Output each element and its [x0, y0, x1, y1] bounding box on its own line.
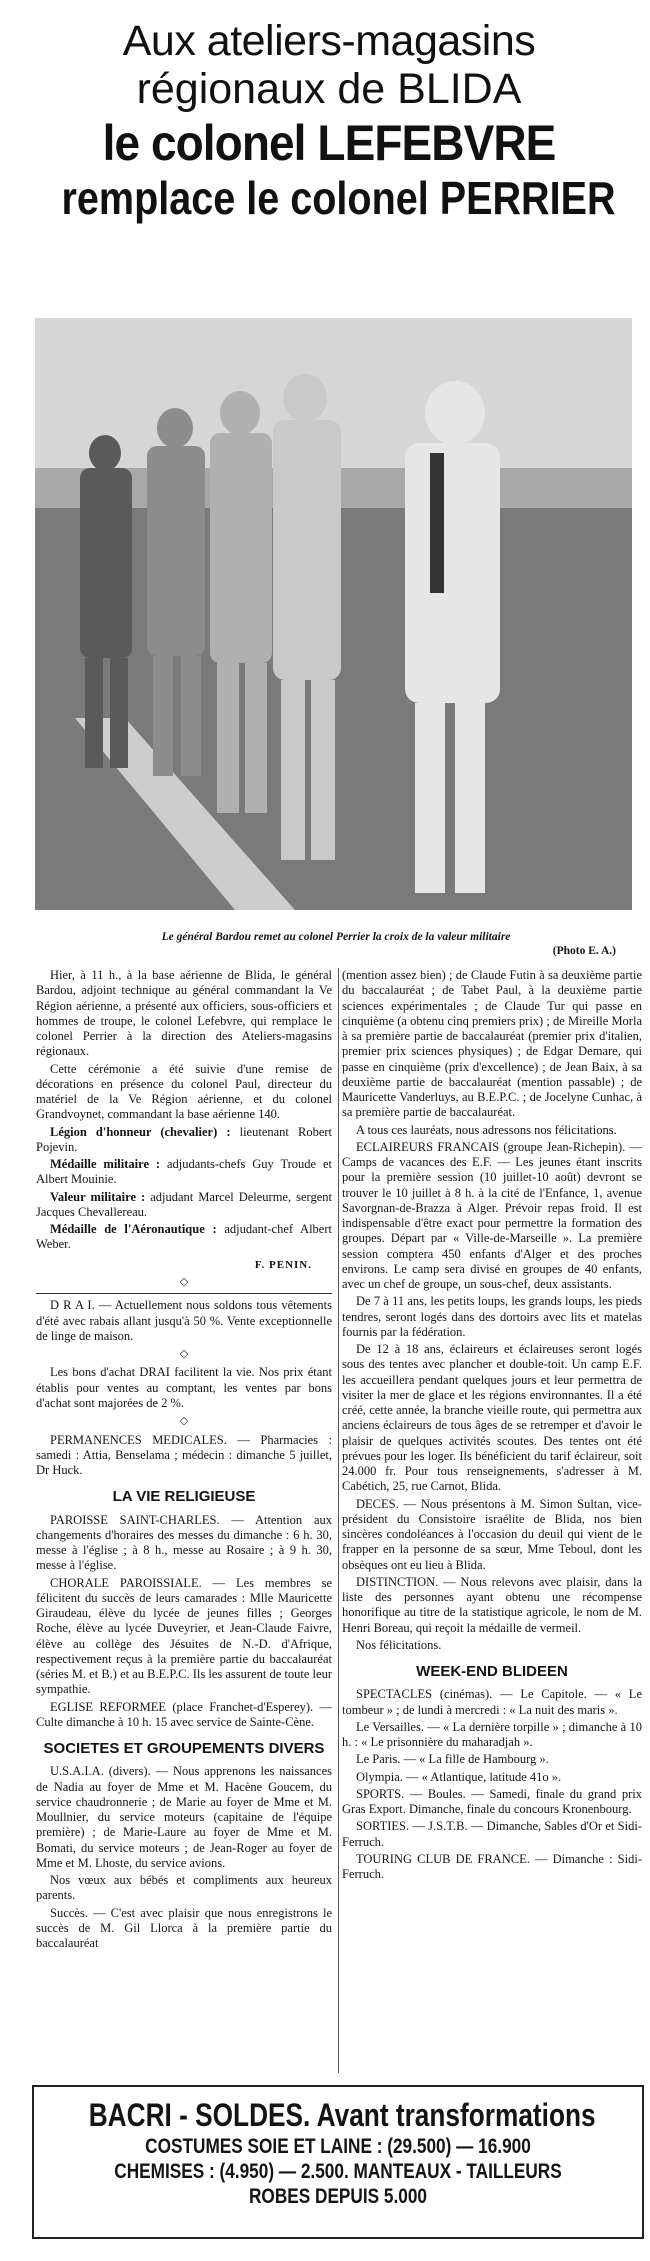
award-text: adjudants-chefs Guy Troude et Albert Mouinie. [36, 1157, 333, 1187]
award-label: Légion d'honneur (chevalier) : [50, 1124, 231, 1139]
eclaireurs-notice: ECLAIREURS FRANCAIS (groupe Jean-Richepin). — Camps de vacances des E.F. — Les jeunes étant inscrits pour la première session (10 juillet-10 août) devront se trouver le 10 juillet à 8 h. à la cité de l'Enfance, 1, avenue Savorgnan-de-Brazza à Alger. Prévoir repas froid. Il est indispensable d'être exact pour permettre la formation des groupes. Départ par « Ville-de-Marseille ». La première session comptera 450 enfants d'Alger et des proches environs. Le camp sera divisé en groupes de 40 enfants, avec un chef de groupe, un sous-chef, deux assistants. [342, 1139, 642, 1291]
award-text: adjudant-chef Albert Weber. [36, 1222, 332, 1252]
ad-line-4: ROBES DEPUIS 5.000 [248, 2185, 428, 2209]
distinction-notice-2: Nos félicitations. [356, 1637, 442, 1652]
headline-line-4: remplace le colonel PERRIER [61, 171, 616, 224]
award-label: Médaille de l'Aéronautique : [50, 1222, 217, 1236]
deces-notice: DECES. — Nous présentons à M. Simon Sultan, vice-président du Consistoire israélite de Blida, nos bien sincères condoléances à l'occasion du deuil qui vient de le frapper en la personne de sa sœur, Mme Teboul, dont les obsèques ont eu lieu à Blida. [342, 1496, 642, 1572]
award-text: adjudant Marcel Deleurme, sergent Jacques Chevallereau. [36, 1189, 332, 1219]
olympia-notice: Olympia. — « Atlantique, latitude 41o ». [356, 1769, 562, 1784]
distinction-notice: DISTINCTION. — Nous relevons avec plaisir, dans la liste des personnes ayant obtenu une récompense honorifique au titre de la statistique agricole, le nom de M. Henri Boreau, qui reçoit la médaille de vermeil. [342, 1574, 642, 1635]
spectacles-notice: SPECTACLES (cinémas). — Le Capitole. — « Le tombeur » ; de lundi à mercredi : « La nuit des maris ». [342, 1687, 642, 1717]
headline-line-2: régionaux de BLIDA [136, 64, 522, 113]
separator-diamond: ◇ [179, 1275, 189, 1288]
article-paragraph: Cette cérémonie a été suivie d'une remise de décorations en présence du colonel Paul, directeur du matériel de la Ve Région aérienne, et du colonel Grandvoynet, commandant la base aérienne 140. [36, 1061, 332, 1122]
bons-notice: Les bons d'achat DRAI facilitent la vie. Nos prix étant établis pour ventes au comptant, les ventes par bons d'achat sont majorées de 2 %. [36, 1365, 332, 1410]
headline [18, 17, 640, 224]
section-title-vie-religieuse: LA VIE RELIGIEUSE [112, 1488, 256, 1506]
eglise-notice: EGLISE REFORMEE (place Franchet-d'Esperey). — Culte dimanche à 10 h. 15 avec service de Sainte-Cène. [36, 1699, 332, 1729]
left-column [36, 968, 332, 1953]
separator-diamond: ◇ [179, 1415, 189, 1428]
bacri-advertisement [32, 2085, 644, 2239]
succes-notice: Succès. — C'est avec plaisir que nous enregistrons le succès de M. Gil Llorca à la première partie du baccalauréat [36, 1905, 332, 1951]
eclaireurs-notice-2: De 7 à 11 ans, les petits loups, les grands loups, les pieds tendres, seront logés dans des dortoirs avec lits et matelas fournis par la fédération. [342, 1294, 642, 1339]
photo-credit: (Photo E. A.) [552, 945, 616, 958]
signature: F. PENIN. [254, 1258, 312, 1271]
sorties-notice: SORTIES. — J.S.T.B. — Dimanche, Sables d'Or et Sidi-Ferruch. [342, 1819, 642, 1849]
versailles-notice: Le Versailles. — « La dernière torpille » ; dimanche à 10 h. : « Le prisonnière du maharadjah ». [342, 1719, 642, 1750]
permanences-notice: PERMANENCES MEDICALES. — Pharmacies : samedi : Attia, Benselama ; médecin : dimanche 5 juillet, Dr Huck. [36, 1432, 332, 1478]
award-label: Médaille militaire : [50, 1157, 161, 1171]
touring-notice: TOURING CLUB DE FRANCE. — Dimanche : Sidi-Ferruch. [342, 1851, 642, 1882]
chorale-notice: CHORALE PAROISSIALE. — Les membres se félicitent du succès de leurs camarades : Mlle Mauricette Giraudeau, élève du lycée de jeunes filles ; Georges Roche, élève au lycée Duveyrier, et Jean-Claude Faivre, élève au collège des Jésuites de N.-D. d'Afrique, respectivement reçus à la première partie du baccalauréat (séries M. et B.) et au B.E.P.C. Ils les assurent de toute leur sympathie. [36, 1575, 332, 1697]
award-text: lieutenant Robert Pojevin. [36, 1124, 333, 1154]
section-title-week-end: WEEK-END BLIDEEN [416, 1663, 568, 1680]
rule [36, 1293, 332, 1294]
column-divider [338, 968, 339, 2073]
award-label: Valeur militaire : [50, 1189, 146, 1204]
right-column [342, 968, 642, 1884]
article-paragraph: Hier, à 11 h., à la base aérienne de Blida, le général Bardou, adjoint technique au général commandant la Ve Région aérienne, a présenté aux officiers, sous-officiers et hommes de troupe, le colonel Lefebvre, qui remplace le colonel Perrier à la direction des Ateliers-magasins régionaux. [36, 968, 332, 1059]
newspaper-page [18, 0, 640, 2261]
paroisse-notice: PAROISSE SAINT-CHARLES. — Attention aux changements d'horaires des messes du dimanche : 6 h. 30, messe à l'église ; à 8 h., messe au Rosaire ; à 9 h. 30, messe à l'église. [36, 1512, 332, 1573]
usaia-notice: U.S.A.I.A. (divers). — Nous apprenons les naissances de Nadia au foyer de Mme et M. Hacène Goucem, du service chaudronnerie ; de Marie au foyer de Mme et M. Moullnier, du service moteurs (capitaine de l'équipe première) ; de Marie-Laure au foyer de Mme et M. Bomati, du service moteurs ; de Jean-Roger au foyer de Mme et M. Lhoste, du service avions. [36, 1764, 332, 1870]
usaia-notice-2: Nos vœux aux bébés et compliments aux heureux parents. [36, 1873, 332, 1903]
drai-notice: D R A I. — Actuellement nous soldons tous vêtements d'été avec rabais allant jusqu'à 50 %. Vente exceptionnelle de linge de maison. [36, 1298, 332, 1343]
ad-line-1: BACRI - SOLDES. Avant transformations [88, 2097, 596, 2133]
eclaireurs-notice-3: De 12 à 18 ans, éclaireurs et éclaireuses seront logés sous des tentes avec plancher et double-toit. Un camp E.F. les accueillera pendant quelques jours et leur permettra de visiter la mer de glace et les régions environnantes. Il a été créé, cette année, la branche vieille route, qui permettra aux anciens éclaireurs de tous âges de se retremper et d'avoir le plaisir de quelques activités scoutes. Des tentes ont été prévues pour les loger. Ils bénéficient du tarif éclaireur, soit 24.000 fr. Pour tous renseignements, s'adresser à M. Cabétich, 25, rue Carnot, Blida. [342, 1342, 642, 1494]
headline-line-1: Aux ateliers-magasins [122, 17, 536, 65]
sports-notice: SPORTS. — Boules. — Samedi, finale du grand prix Gras Export. Dimanche, finale du concours Kronenbourg. [342, 1786, 642, 1817]
separator-diamond: ◇ [179, 1348, 189, 1361]
succes-continued: (mention assez bien) ; de Claude Futin à sa deuxième partie du baccalauréat ; de Tabet Paul, à la deuxième partie sciences expérimentales ; de Claude Tur qui passe en cinquième (a obtenu cinq premiers prix) ; de Mireille Morla à sa première partie de baccalauréat (premier prix d'italien, premier prix sciences physiques) ; de Edgar Demare, qui passe en cinquième (prix d'excellence) ; de Jean Baix, à sa deuxième partie de baccalauréat (mention passable) ; de Mauricette Vanderluys, au B.E.P.C. ; de Jocelyne Cunhac, à sa première partie de baccalauréat. [342, 968, 642, 1120]
photo-caption [56, 930, 616, 959]
ad-line-2: COSTUMES SOIE ET LAINE : (29.500) — 16.900 [145, 2135, 531, 2158]
paris-notice: Le Paris. — « La fille de Hambourg ». [356, 1752, 549, 1767]
ad-line-3: CHEMISES : (4.950) — 2.500. MANTEAUX - TAILLEURS [114, 2160, 562, 2184]
photo-figures [35, 318, 632, 910]
section-title-societes: SOCIETES ET GROUPEMENTS DIVERS [43, 1740, 325, 1758]
ceremony-photo [35, 318, 632, 910]
headline-line-3: le colonel LEFEBVRE [102, 114, 556, 171]
felicitations: A tous ces lauréats, nous adressons nos félicitations. [356, 1122, 617, 1137]
caption-text: Le général Bardou remet au colonel Perrier la croix de la valeur militaire [161, 931, 511, 943]
